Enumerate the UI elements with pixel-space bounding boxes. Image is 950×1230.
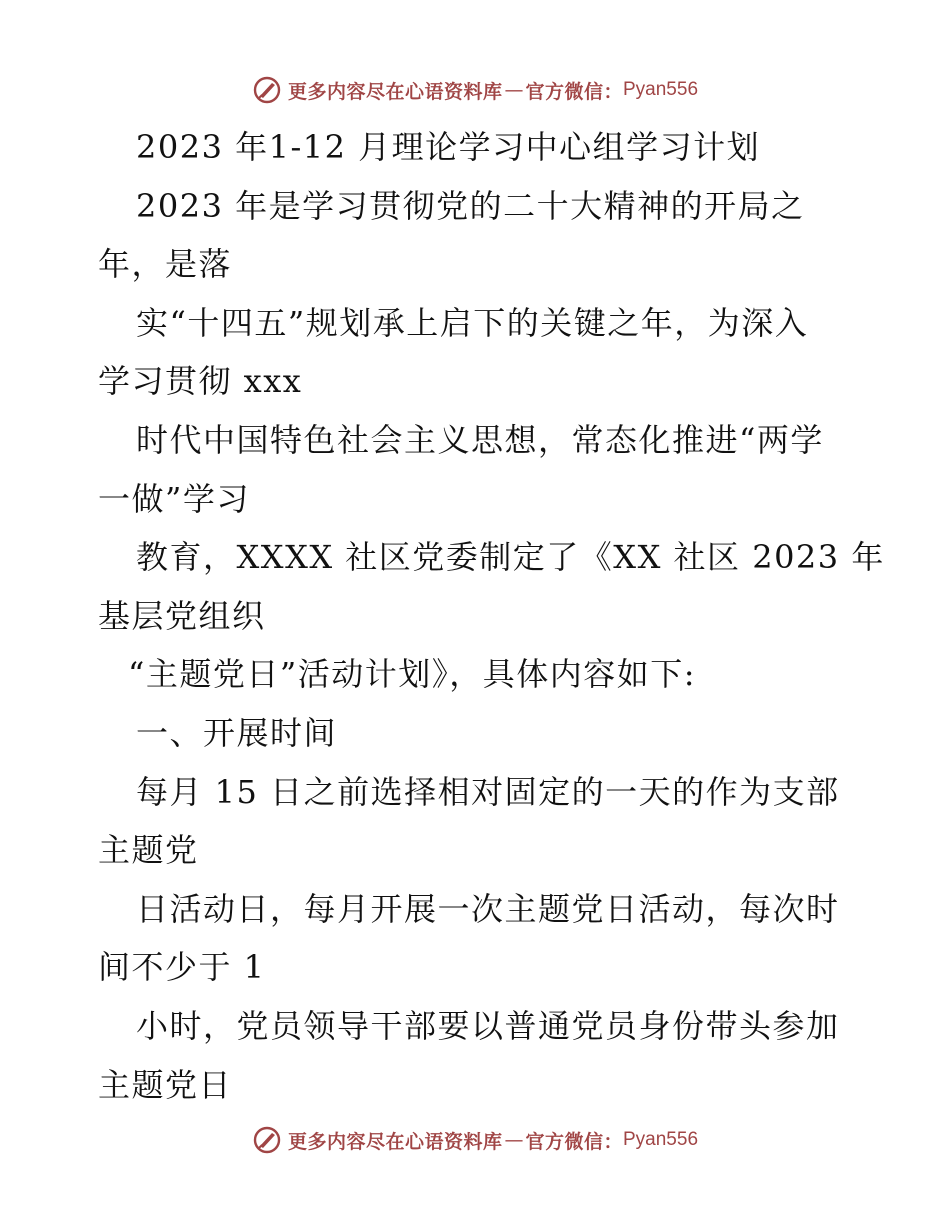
paragraph-line: 每月 15 日之前选择相对固定的一天的作为支部 [136,772,840,811]
paragraph-line: 日活动日，每月开展一次主题党日活动，每次时 [136,889,840,928]
wechat-label: 官方微信： [525,80,623,103]
quill-seal-icon [252,1125,282,1155]
watermark-text: 更多内容尽在心语资料库 [287,1130,503,1153]
wechat-id: Pyan556 [623,1129,699,1150]
wechat-label: 官方微信： [525,1130,623,1153]
paragraph-line: 2023 年是学习贯彻党的二十大精神的开局之 [136,186,805,225]
paragraph-line: 学习贯彻 xxx [98,362,303,401]
paragraph-line: 年，是落 [98,245,233,284]
wechat-id: Pyan556 [623,79,699,100]
section-heading: 一、开展时间 [136,713,338,752]
paragraph-line: 基层党组织 [98,596,266,635]
paragraph-line: 教育，XXXX 社区党委制定了《XX 社区 2023 年 [136,538,885,577]
paragraph-line: 实“十四五”规划承上启下的关键之年，为深入 [136,303,809,342]
watermark-text: 更多内容尽在心语资料库 [287,80,503,103]
paragraph-line: 小时，党员领导干部要以普通党员身份带头参加 [136,1006,840,1045]
document-body [98,118,885,1114]
watermark-dash: — [504,1129,524,1151]
watermark-dash: — [504,79,524,101]
header-watermark [0,70,950,110]
paragraph-line: “主题党日”活动计划》，具体内容如下: [128,655,697,694]
paragraph-line: 主题党日 [98,1065,233,1104]
paragraph-line: 间不少于 1 [98,948,266,987]
document-title: 2023 年1-12 月理论学习中心组学习计划 [136,128,761,166]
paragraph-line: 时代中国特色社会主义思想，常态化推进“两学 [136,420,824,459]
quill-seal-icon [252,75,282,105]
footer-watermark [0,1120,950,1160]
paragraph-line: 一做”学习 [98,479,250,518]
paragraph-line: 主题党 [98,831,199,870]
